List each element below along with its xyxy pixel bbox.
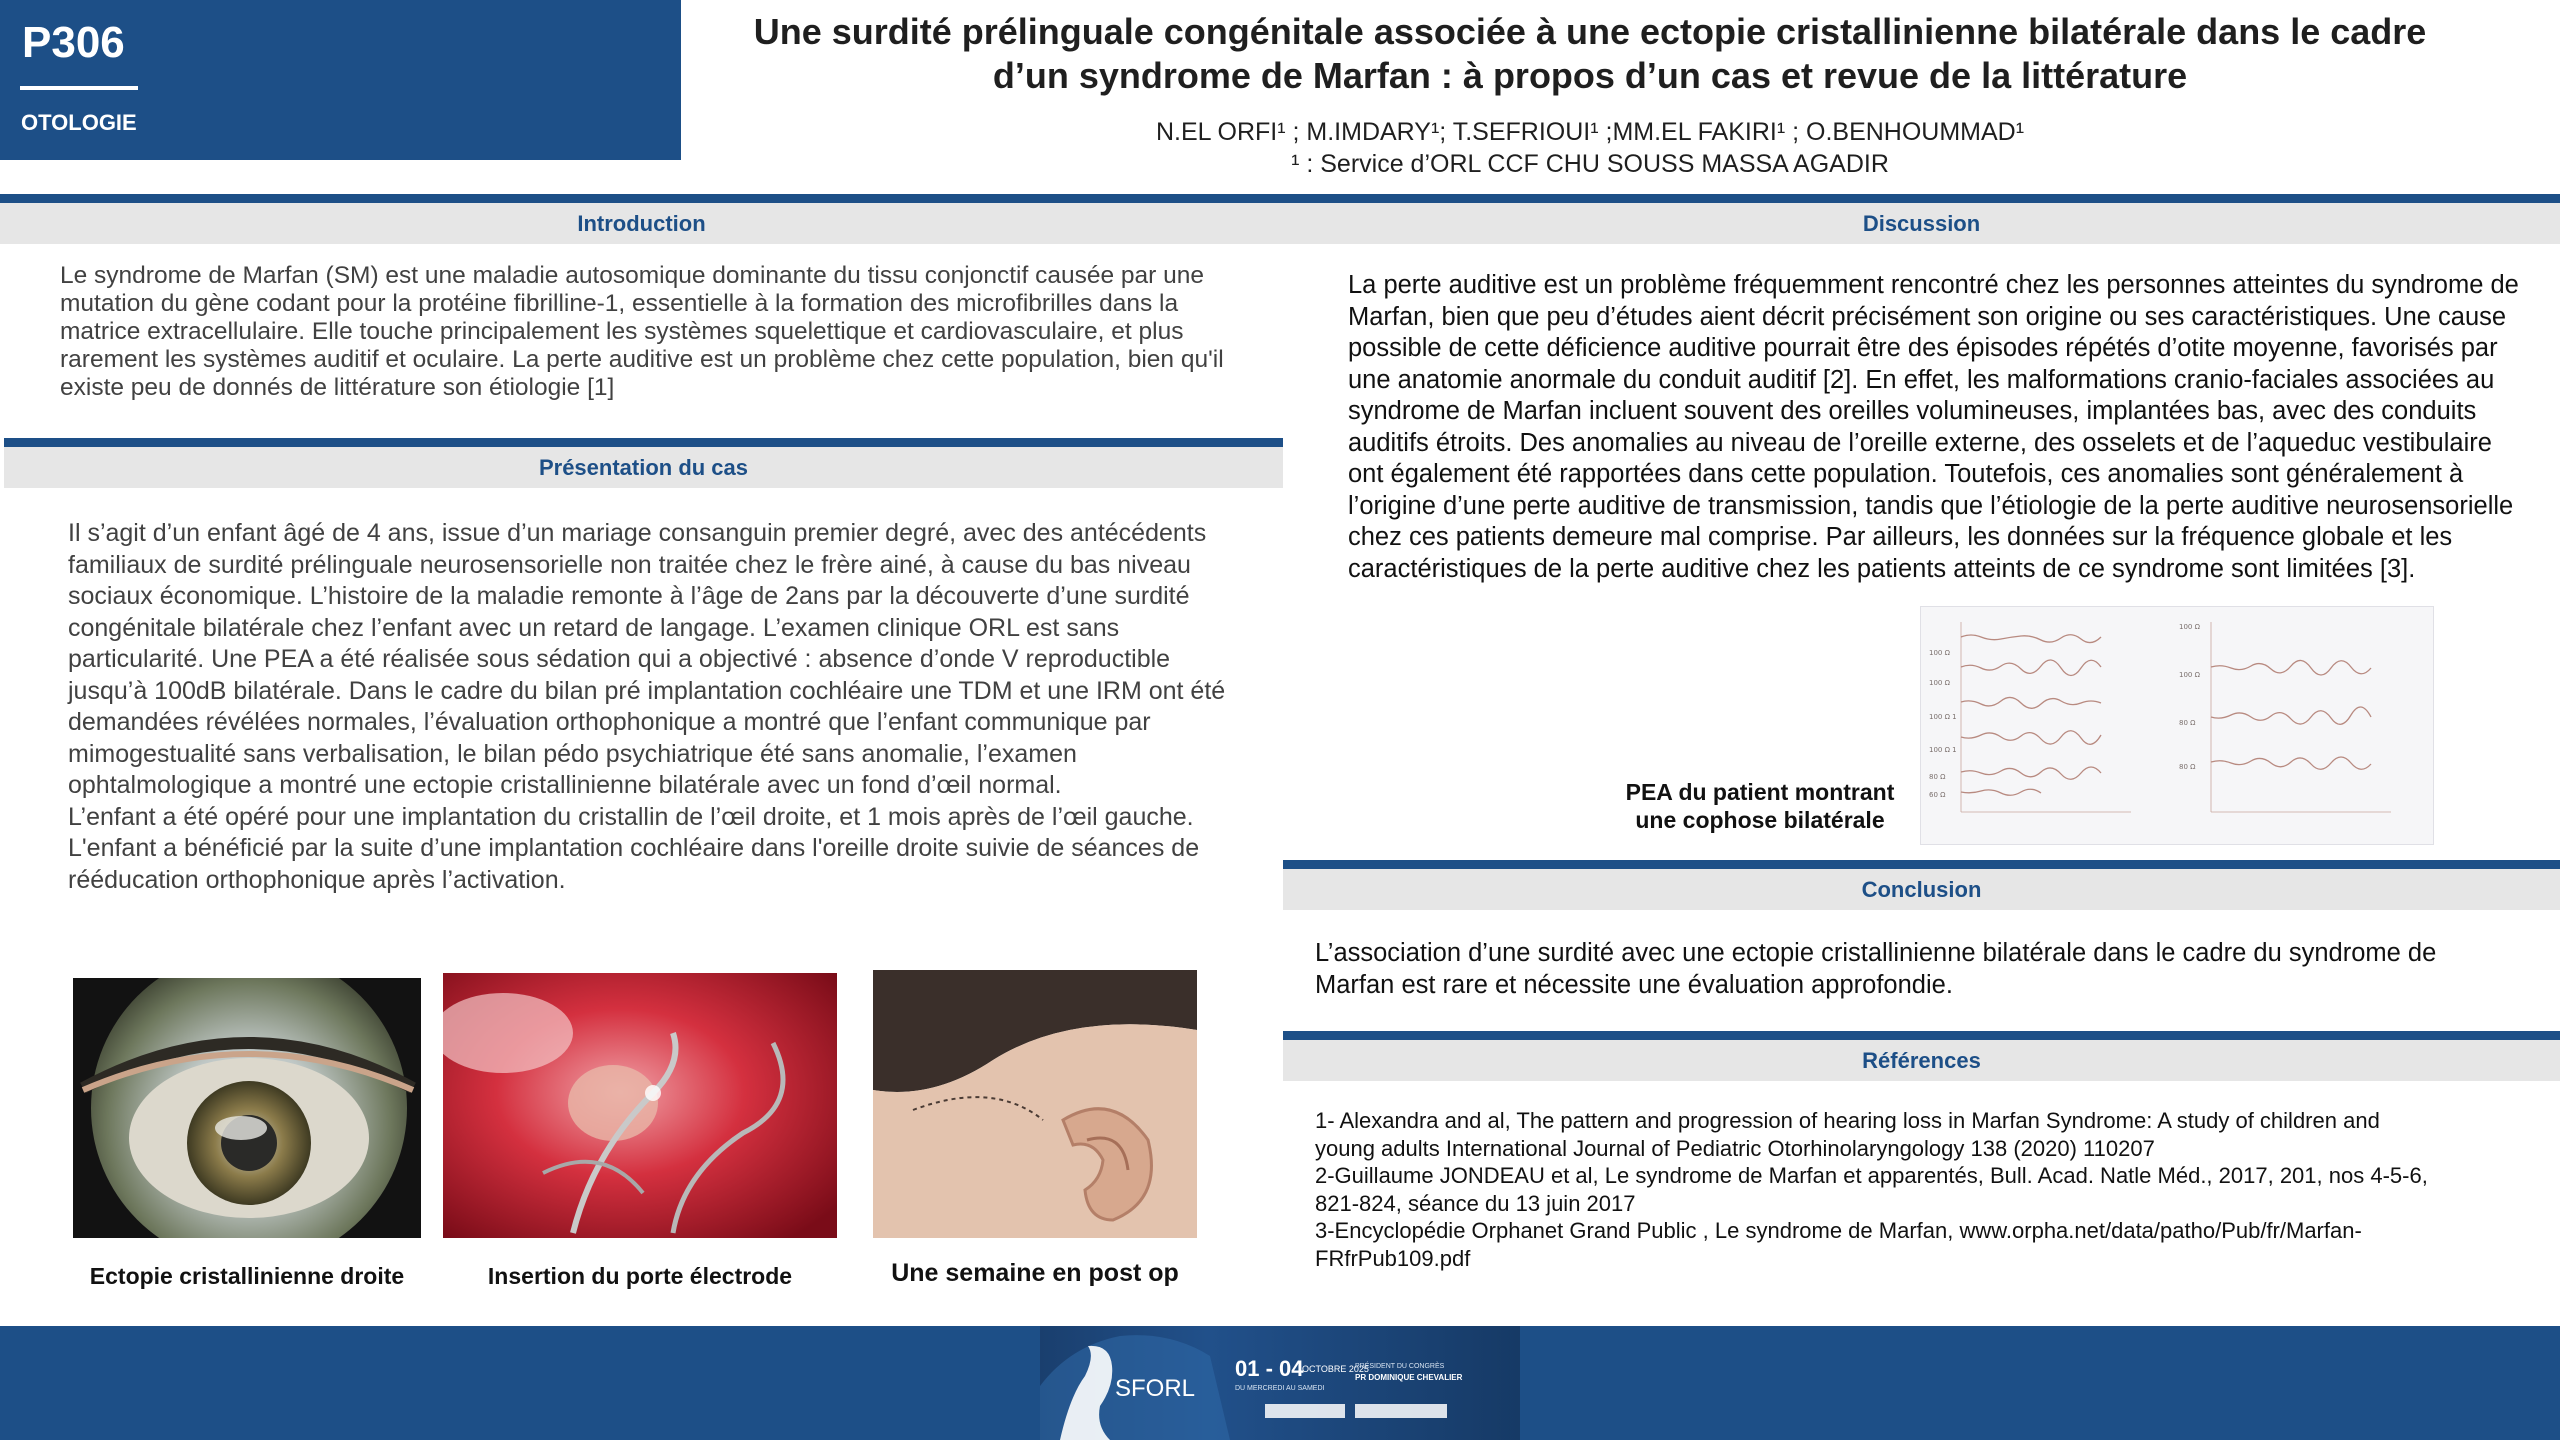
reference-item-3: 3-Encyclopédie Orphanet Grand Public , Le syndrome de Marfan, www.orpha.net/data/patho/Pub/fr/Marfan-FRfrPub109.pdf [1315, 1218, 2362, 1271]
pea-caption-line-2: une cophose bilatérale [1635, 807, 1885, 833]
references-list [1315, 1107, 2445, 1272]
post-op-photo-image [873, 970, 1197, 1238]
title-line-1: Une surdité prélinguale congénitale associée à une ectopie cristallinienne bilatérale dans le cadre [753, 11, 2427, 52]
caption-post-op: Une semaine en post op [891, 1259, 1179, 1287]
pea-right-label-4: 80 Ω [2179, 763, 2196, 771]
banner-days: DU MERCREDI AU SAMEDI [1235, 1385, 1325, 1392]
badge-divider [20, 86, 138, 90]
banner-logo-strip-2 [1355, 1404, 1447, 1418]
pea-caption-line-1: PEA du patient montrant [1625, 779, 1895, 805]
conclusion-text: L’association d’une surdité avec une ectopie cristallinienne bilatérale dans le cadre du syndrome de Marfan est rare et nécessite une évaluation approfondie. [1315, 939, 2437, 999]
case-paragraph-3: L'enfant a bénéficié par la suite d’une implantation cochléaire dans l'oreille droite suivie de séances de rééducation orthophonique après l’activation. [68, 834, 1200, 894]
poster-category: OTOLOGIE [21, 110, 137, 135]
banner-org: SFORL [1115, 1375, 1196, 1402]
eye-photo [73, 978, 421, 1238]
discussion-text: La perte auditive est un problème fréquemment rencontré chez les personnes atteintes du syndrome de Marfan, bien que peu d’études aient décrit précisément son origine ou ses caractéristiques. Une cause possible de cette déficience auditive pourrait être des épisodes répétés d’otite moyenne, favorisés par une anatomie anormale du conduit auditif [2]. En effet, les malformations cranio-faciales associées au syndrome de Marfan incluent souvent des oreilles volumineuses, implantées bas, avec des conduits auditifs étroits. Des anomalies au niveau de l’oreille externe, des osselets et de l’aqueduc vestibulaire ont également été rapportées dans cette population. Toutefois, ces anomalies sont généralement à l’origine d’une perte auditive de transmission, tandis que l’étiologie de la perte auditive neurosensorielle chez ces patients demeure mal comprise. Par ailleurs, les données sur la fréquence globale et les caractéristiques de la perte auditive chez les patients atteints de ce syndrome sont limitées [3]. [1348, 271, 2519, 583]
post-op-photo [873, 970, 1197, 1238]
poster-code: P306 [22, 18, 125, 67]
poster-title [700, 10, 2480, 98]
eye-photo-image [73, 978, 421, 1238]
banner-president: PR DOMINIQUE CHEVALIER [1355, 1373, 1463, 1382]
introduction-heading: Introduction [0, 194, 1283, 244]
congress-banner-image [1040, 1326, 1520, 1440]
pea-figure-caption [1590, 778, 1930, 834]
pea-right-label-3: 80 Ω [2179, 719, 2196, 727]
title-line-2: d’un syndrome de Marfan : à propos d’un cas et revue de la littérature [992, 55, 2188, 96]
pea-left-label-1: 100 Ω [1929, 649, 1950, 657]
banner-logo-strip-1 [1265, 1404, 1345, 1418]
banner-president-label: PRÉSIDENT DU CONGRÈS [1355, 1363, 1445, 1370]
conclusion-heading: Conclusion [1283, 860, 2560, 910]
banner-dates: 01 - 04 [1235, 1356, 1304, 1381]
reference-item-1: 1- Alexandra and al, The pattern and progression of hearing loss in Marfan Syndrome: A study of children and young adults International Journal of Pediatric Otorhinolaryngology 138 (2020) 110207 [1315, 1108, 2380, 1161]
poster-badge [0, 0, 681, 160]
case-heading: Présentation du cas [4, 438, 1283, 488]
pea-figure [1920, 606, 2434, 845]
reference-item-2: 2-Guillaume JONDEAU et al, Le syndrome de Marfan et apparentés, Bull. Acad. Natle Méd., 2017, 201, nos 4-5-6, 821-824, séance du 13 juin 2017 [1315, 1163, 2428, 1216]
caption-surgery: Insertion du porte électrode [487, 1263, 793, 1289]
pea-right-label-1: 100 Ω [2179, 623, 2200, 631]
case-paragraph-2: L’enfant a été opéré pour une implantation du cristallin de l’œil droite, et 1 mois après de l’œil gauche. [68, 802, 1194, 831]
pea-left-label-5: 80 Ω [1929, 773, 1946, 781]
case-paragraph-1: Il s’agit d’un enfant âgé de 4 ans, issue d’un mariage consanguin premier degré, avec des antécédents familiaux de surdité prélinguale neurosensorielle non traitée chez le frère ainé, à cause du bas niveau sociaux économique. L’histoire de la maladie remonte à l’âge de 2ans par la découverte d’une surdité congénitale bilatérale chez l’enfant avec un retard de langage. L’examen clinique ORL est sans particularité. Une PEA a été réalisée sous sédation qui a objectivé : absence d’onde V reproductible jusqu’à 100dB bilatérale. Dans le cadre du bilan pré implantation cochléaire une TDM et une IRM ont été demandées révélées normales, l’évaluation orthophonique a montré que l’enfant communique par mimogestualité sans verbalisation, le bilan pédo psychiatrique été sans anomalie, l’examen ophtalmologique a montré une ectopie cristallinienne bilatérale avec un fond d’œil normal. [68, 519, 1226, 799]
surgery-photo-image [443, 973, 837, 1238]
affiliation: ¹ : Service d’ORL CCF CHU SOUSS MASSA AGADIR [1291, 150, 1889, 178]
pea-left-label-3: 100 Ω 1 [1929, 713, 1957, 721]
surgery-photo [443, 973, 837, 1238]
pea-left-label-2: 100 Ω [1929, 679, 1950, 687]
discussion-heading: Discussion [1283, 194, 2560, 244]
pea-left-label-4: 100 Ω 1 [1929, 746, 1957, 754]
pea-left-label-6: 60 Ω [1929, 791, 1946, 799]
introduction-text: Le syndrome de Marfan (SM) est une maladie autosomique dominante du tissu conjonctif causée par une mutation du gène codant pour la protéine fibrilline-1, essentielle à la formation des microfibrilles dans la matrice extracellulaire. Elle touche principalement les systèmes squelettique et cardiovasculaire, et plus rarement les systèmes auditif et oculaire. La perte auditive est un problème chez cette population, bien qu'il existe peu de donnés de littérature son étiologie [1] [60, 262, 1224, 401]
congress-banner [1040, 1326, 1520, 1440]
pea-right-label-2: 100 Ω [2179, 671, 2200, 679]
references-heading: Références [1283, 1031, 2560, 1081]
authors: N.EL ORFI¹ ; M.IMDARY¹; T.SEFRIOUI¹ ;MM.EL FAKIRI¹ ; O.BENHOUMMAD¹ [1155, 118, 2025, 146]
case-text [68, 518, 1244, 896]
banner-month: OCTOBRE 2025 [1302, 1364, 1369, 1374]
pea-waveform-image [1921, 607, 2434, 845]
caption-eye: Ectopie cristallinienne droite [89, 1263, 405, 1289]
